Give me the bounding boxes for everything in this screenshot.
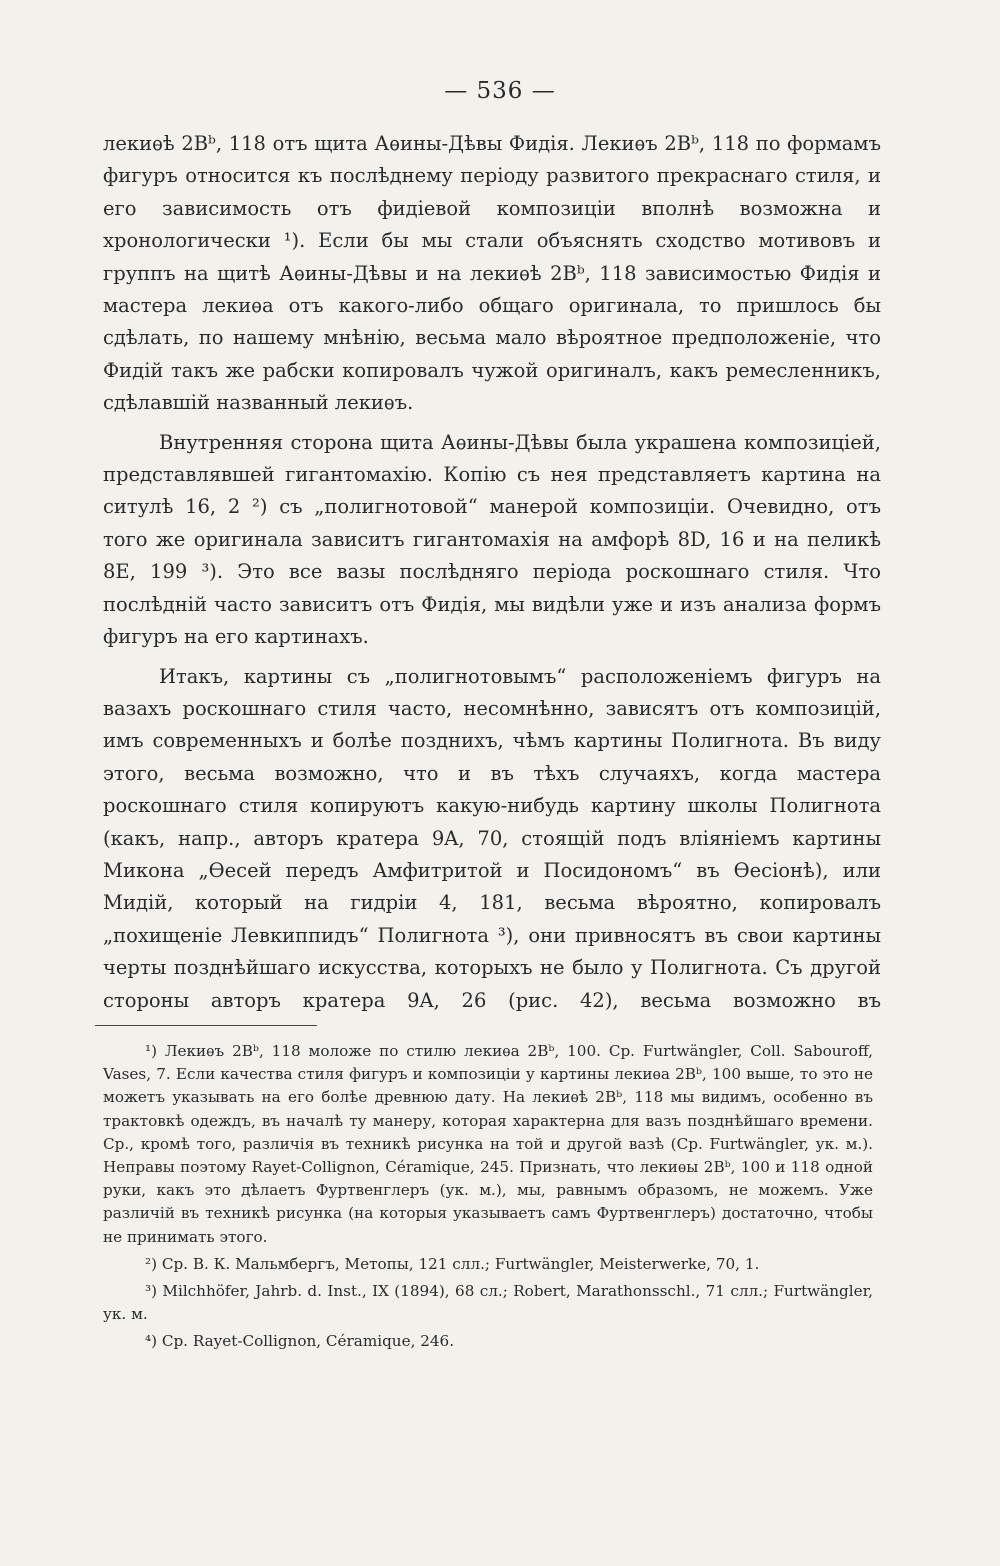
paragraph: Итакъ, картины съ „полигнотовымъ“ расположеніемъ фигуръ на вазахъ роскошнаго стиля часто, несомнѣнно, зависятъ отъ композицій, имъ современныхъ и болѣе позднихъ, чѣмъ картины Полигнота. Въ виду этого, весьма возможно, что и въ тѣхъ случаяхъ, когда мастера роскошнаго стиля копируютъ какую-нибудь картину школы Полигнота (какъ, напр., авторъ кратера 9A, 70, стоящій подъ вліяніемъ картины Микона „Ѳесей передъ Амфитритой и Посидономъ“ въ Ѳесіонѣ), или Мидій, который на гидріи 4, 181, весьма вѣроятно, копировалъ „похищеніе Левкиппидъ“ Полигнота ³), они привносятъ въ свои картины черты позднѣйшаго искусства, которыхъ не было у Полигнота. Съ другой стороны авторъ кратера 9A, 26 (рис. 42), весьма возможно въ xyxy=(103,664,881,1012)
footnote-divider xyxy=(95,1025,317,1026)
footnote: ⁴) Ср. Rayet-Collignon, Céramique, 246. xyxy=(145,1332,455,1351)
paragraph: Внутренняя сторона щита Аѳины-Дѣвы была украшена композиціей, представлявшей гигантомахію. Копію съ нея представляетъ картина на ситулѣ 16, 2 ²) съ „полигнотовой“ манерой композиціи. Очевидно, отъ того же оригинала зависитъ гигантомахія на амфорѣ 8D, 16 и на пеликѣ 8E, 199 ³). Это все вазы послѣдняго періода роскошнаго стиля. Что послѣдній часто зависитъ отъ Фидія, мы видѣли уже и изъ анализа формъ фигуръ на его картинахъ. xyxy=(103,430,881,649)
footnote: ²) Ср. В. К. Мальмбергъ, Метопы, 121 слл.; Furtwängler, Meisterwerke, 70, 1. xyxy=(145,1254,760,1273)
footnote: ³) Milchhöfer, Jahrb. d. Inst., IX (1894), 68 сл.; Robert, Marathonsschl., 71 слл.; Furtwängler, ук. м. xyxy=(103,1282,873,1324)
paragraph: лекиѳѣ 2Bᵇ, 118 отъ щита Аѳины-Дѣвы Фидія. Лекиѳъ 2Bᵇ, 118 по формамъ фигуръ относится къ послѣднему періоду развитого прекраснаго стиля, и его зависимость отъ фидіевой композиціи вполнѣ возможна и хронологически ¹). Если бы мы стали объяснять сходство мотивовъ и группъ на щитѣ Аѳины-Дѣвы и на лекиѳѣ 2Bᵇ, 118 зависимостью Фидія и мастера лекиѳа отъ какого-либо общаго оригинала, то пришлось бы сдѣлать, по нашему мнѣнію, весьма мало вѣроятное предположеніе, что Фидій такъ же рабски копировалъ чужой оригиналъ, какъ ремесленникъ, сдѣлавшій названный лекиѳъ. xyxy=(103,132,881,415)
page-number: — 536 — xyxy=(444,78,556,104)
footnote: ¹) Лекиѳъ 2Bᵇ, 118 моложе по стилю лекиѳа 2Bᵇ, 100. Ср. Furtwängler, Coll. Sabouroff, Vases, 7. Если качества стиля фигуръ и композиціи у картины лекиѳа 2Bᵇ, 100 выше, то это не можетъ указывать на его болѣе древнюю дату. На лекиѳѣ 2Bᵇ, 118 мы видимъ, особенно въ трактовкѣ одеждъ, въ началѣ ту манеру, которая характерна для вазъ позднѣйшаго времени. Ср., кромѣ того, различія въ техникѣ рисунка на той и другой вазѣ (Ср. Furtwängler, ук. м.). Неправы поэтому Rayet-Collignon, Céramique, 245. Признать, что лекиѳы 2Bᵇ, 100 и 118 одной руки, какъ это дѣлаетъ Фуртвенглеръ (ук. м.), мы, равнымъ образомъ, не можемъ. Уже различій въ техникѣ рисунка (на которыя указываетъ самъ Фуртвенглеръ) достаточно, чтобы не принимать этого. xyxy=(103,1042,873,1246)
main-text xyxy=(103,128,881,1017)
footnotes xyxy=(103,1040,873,1358)
